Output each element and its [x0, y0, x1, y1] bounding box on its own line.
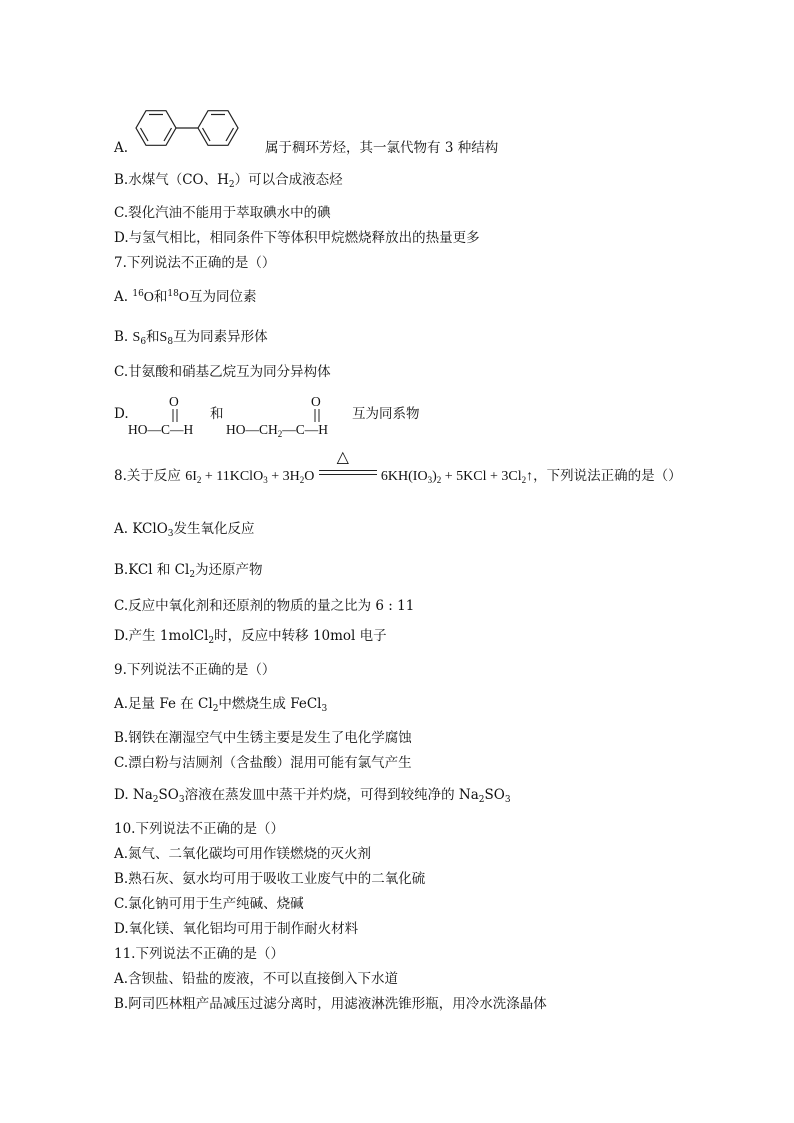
q7-d-label: D. — [114, 406, 129, 422]
q8-option-a: A. KClO$_3$发生氧化反应 — [114, 521, 255, 539]
q8-stem — [114, 447, 682, 486]
glycolaldehyde-carbonyl-o: O — [311, 394, 321, 409]
q11-option-a: A.含钡盐、铅盐的废液，不可以直接倒入下水道 — [114, 971, 399, 987]
q6-option-d: D.与氢气相比，相同条件下等体积甲烷燃烧释放出的热量更多 — [114, 230, 480, 246]
q7-b-post: 互为同素异形体 — [173, 329, 268, 345]
glycol-f2sub: 2 — [277, 429, 283, 439]
q6-option-c: C.裂化汽油不能用于萃取碘水中的碘 — [114, 205, 331, 221]
q10-stem: 10.下列说法不正确的是（） — [114, 821, 284, 837]
q8-products: $6KH(IO_3)_2 + 5KCl$ + $3Cl_2↑$ — [380, 469, 534, 485]
glycolaldehyde-formula — [226, 422, 328, 438]
q8-option-b: B.KCl 和 $Cl_2$为还原产物 — [114, 562, 263, 580]
q7-option-a — [114, 288, 257, 307]
q7-d-and: 和 — [210, 406, 224, 422]
q8-reaction-arrow — [319, 447, 377, 480]
q10-option-c: C.氯化钠可用于生产纯碱、烧碱 — [114, 896, 304, 912]
q7-b-s1: S — [132, 330, 141, 345]
q9-stem: 9.下列说法不正确的是（） — [114, 662, 276, 678]
q8-reactants: $6I_2$ + 11KClO$_3$ + $3H_2O$ — [185, 469, 315, 485]
q7-a-el1: O — [143, 290, 154, 305]
glycol-f2a: HO—CH — [226, 422, 278, 437]
q11-stem: 11.下列说法不正确的是（） — [114, 946, 284, 962]
q6-a-label: A. — [114, 140, 129, 156]
formic-acid-double-bond — [170, 409, 180, 423]
q7-a-post: 互为同位素 — [189, 289, 257, 305]
q6-b-text: B.水煤气（CO、H — [114, 172, 229, 188]
q9-option-a: A.足量 Fe 在 $Cl_2$中燃烧生成 FeCl$_3$ — [114, 696, 328, 714]
q7-stem: 7.下列说法不正确的是（） — [114, 255, 276, 271]
q8-stem-pre: 8.关于反应 — [114, 468, 181, 484]
q7-a-el2: O — [178, 290, 189, 305]
q6-option-a — [114, 139, 498, 157]
q10-option-b: B.熟石灰、氨水均可用于吸收工业废气中的二氧化硫 — [114, 871, 426, 887]
q7-b-s2: S — [159, 330, 168, 345]
glycol-f2b: —C—H — [282, 422, 329, 437]
formic-acid-formula: HO—C—H — [128, 422, 194, 437]
q9-option-b: B.钢铁在潮湿空气中生锈主要是发生了电化学腐蚀 — [114, 730, 412, 746]
q7-a-iso1: 16 — [132, 289, 144, 299]
q9-option-c: C.漂白粉与洁厕剂（含盐酸）混用可能有氯气产生 — [114, 755, 412, 771]
q7-a-mid: 和 — [153, 289, 168, 305]
q6-b-sub: 2 — [228, 180, 235, 190]
q7-b-sub1: 6 — [140, 337, 147, 347]
q7-b-mid: 和 — [146, 329, 160, 345]
q7-a-label: A. — [114, 289, 129, 305]
q7-b-sub2: 8 — [167, 337, 174, 347]
q6-option-b — [114, 171, 343, 189]
q8-option-d: D.产生 1molCl$_2$时，反应中转移 10mol 电子 — [114, 628, 387, 646]
glycolaldehyde-double-bond — [312, 409, 322, 423]
q8-stem-post: ，下列说法正确的是（） — [533, 468, 682, 484]
q7-b-label: B. — [114, 329, 129, 345]
q7-option-b — [114, 328, 268, 347]
q8-delta: △ — [336, 447, 349, 466]
q7-a-iso2: 18 — [167, 289, 179, 299]
formic-acid-carbonyl-o: O — [169, 394, 179, 409]
q6-b-text-post: ）可以合成液态烃 — [234, 172, 343, 188]
q7-d-post: 互为同系物 — [352, 406, 420, 422]
q10-option-a: A.氮气、二氧化碳均可用作镁燃烧的灭火剂 — [114, 846, 372, 862]
q11-option-b: B.阿司匹林粗产品减压过滤分离时，用滤液淋洗锥形瓶，用冷水洗涤晶体 — [114, 996, 547, 1012]
q10-option-d: D.氧化镁、氧化铝均可用于制作耐火材料 — [114, 921, 359, 937]
q6-a-text: 属于稠环芳烃，其一氯代物有 3 种结构 — [265, 140, 499, 156]
q9-option-d: D. $Na_2SO_3$溶液在蒸发皿中蒸干并灼烧，可得到较纯净的 $Na_2SO_3$ — [114, 787, 511, 805]
q8-option-c: C.反应中氧化剂和还原剂的物质的量之比为 6 : 11 — [114, 598, 415, 614]
q7-option-c: C.甘氨酸和硝基乙烷互为同分异构体 — [114, 364, 331, 380]
